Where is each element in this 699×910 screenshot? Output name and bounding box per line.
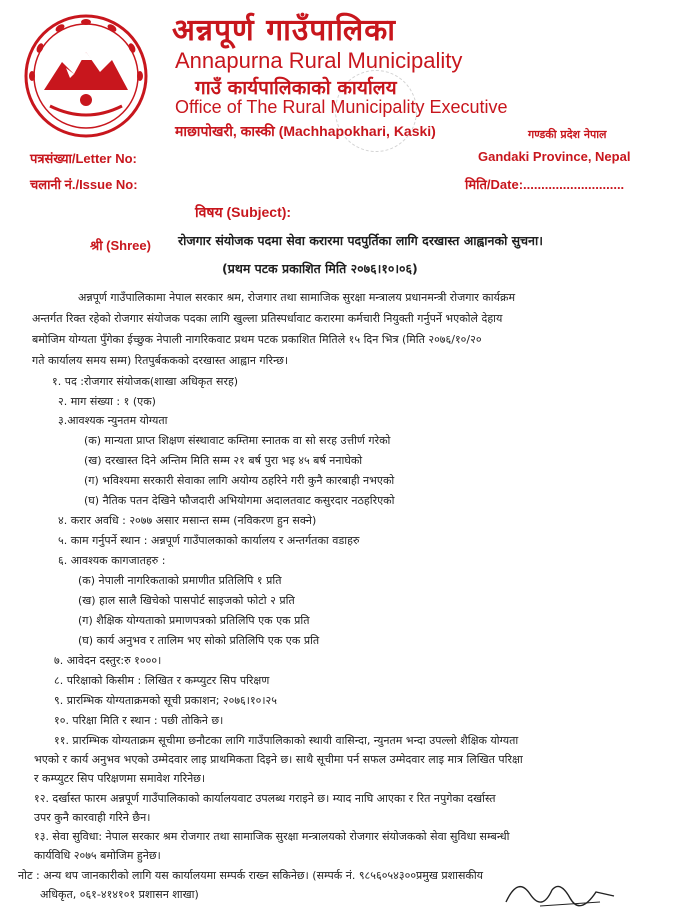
list-item: र कम्प्युटर सिप परिक्षणमा समावेश गरिनेछ। [34,772,206,785]
list-item: भएको र कार्य अनुभव भएको उम्मेदवार लाइ प्राथमिकता दिइने छ। साथै सूचीमा पर्न सफल उम्मेदवार लाइ मात्र लिखित परिक्षा [34,753,523,766]
list-item: (ग) भविश्यमा सरकारी सेवाका लागि अयोग्य ठहरिने गरी कुनै कारबाही नभएको [84,474,395,487]
list-item: ३.आवश्यक न्युनतम योग्यता [58,414,168,427]
municipality-emblem-icon [22,12,150,140]
note-line: नोट : अन्य थप जानकारीको लागि यस कार्यालयमा सम्पर्क राख्न सकिनेछ। (सम्पर्क नं. ९८५६०५४३००प्रमुख प्रशासकीय [18,869,484,882]
list-item: ८. परिक्षाको किसीम : लिखित र कम्प्युटर सिप परिक्षण [54,674,270,687]
intro-line: बमोजिम योग्यता पुँगेका ईच्छुक नेपाली नागरिकवाट प्रथम पटक प्रकाशित मितिले १५ दिन भित्र (मिति २०७६/१०/२० [32,333,482,346]
province-nepali: गण्डकी प्रदेश नेपाल [528,128,607,141]
office-english: Office of The Rural Municipality Executive [175,97,508,117]
list-item: (घ) नैतिक पतन देखिने फौजदारी अभियोगमा अदालतवाट कसुरदार नठहरिएको [84,494,395,507]
list-item: ९. प्रारम्भिक योग्यताक्रमको सूची प्रकाशन; २०७६।१०।२५ [54,694,277,707]
title-nepali: अन्नपूर्ण गाउँपालिका [172,13,397,48]
list-item: उपर कुनै कारवाही गरिने छैन। [34,811,151,824]
list-item: १०. परिक्षा मिति र स्थान : पछी तोकिने छ। [54,714,224,727]
list-item: ५. काम गर्नुपर्ने स्थान : अन्नपूर्ण गाउँपालकाको कार्यालय र अन्तर्गतका वडाहरु [58,534,360,547]
signature [500,872,620,910]
title-english: Annapurna Rural Municipality [175,48,463,73]
shree-label: श्री (Shree) [90,238,151,253]
list-item: १३. सेवा सुविधा: नेपाल सरकार श्रम रोजगार तथा सामाजिक सुरक्षा मन्त्रालयको रोजगार संयोजकको सेवा सुविधा सम्बन्धी [34,830,510,843]
list-item: कार्यविधि २०७५ बमोजिम हुनेछ। [34,849,161,862]
office-nepali: गाउँ कार्यपालिकाको कार्यालय [195,77,397,99]
intro-line: अन्नपूर्ण गाउँपालिकामा नेपाल सरकार श्रम, रोजगार तथा सामाजिक सुरक्षा मन्त्रालय प्रधानमन्त्री रोजगार कार्यक्रम [78,291,516,304]
list-item: (ग) शैक्षिक योग्यताको प्रमाणपत्रको प्रतिलिपि एक एक प्रति [78,614,310,627]
subject-title: रोजगार संयोजक पदमा सेवा करारमा पदपुर्तिका लागि दरखास्त आह्वानको सुचना। [178,233,543,248]
letter-no-label: पत्रसंख्या/Letter No: [30,151,137,166]
list-item: ६. आवश्यक कागजातहरु : [58,554,166,567]
note-line: अधिकृत, ०६१-४१४१०१ प्रशासन शाखा) [40,888,199,901]
address: माछापोखरी, कास्की (Machhapokhari, Kaski) [175,123,436,139]
list-item: ७. आवेदन दस्तुर:रु १०००। [54,654,162,667]
list-item: २. माग संख्या : १ (एक) [58,395,156,408]
date-label: मिति/Date:............................ [465,177,625,192]
list-item: (क) मान्यता प्राप्त शिक्षण संस्थावाट कम्तिमा स्नातक वा सो सरह उत्तीर्ण गरेको [84,434,391,447]
subject-label: विषय (Subject): [195,204,292,220]
list-item: १. पद :रोजगार संयोजक(शाखा अधिकृत सरह) [52,375,239,388]
list-item: १२. दर्खास्त फारम अन्नपूर्ण गाउँपालिकाको कार्यालयवाट उपलब्ध गराइने छ। म्याद नाघि आएका र रित नपुगेका दर्खास्त [34,792,496,805]
list-item: (ख) दरखास्त दिने अन्तिम मिति सम्म २१ बर्ष पुरा भइ ४५ बर्ष ननाघेको [84,454,363,467]
subject-published-date: (प्रथम पटक प्रकाशित मिति २०७६।१०।०६) [222,261,418,276]
intro-line: गते कार्यालय समय सम्म) रितपुर्बककको दरखास्त आह्वान गरिन्छ। [32,354,288,367]
list-item: (ख) हाल सालै खिचेको पासपोर्ट साइजको फोटो २ प्रति [78,594,295,607]
list-item: (क) नेपाली नागरिकताको प्रमाणीत प्रतिलिपि १ प्रति [78,574,282,587]
intro-line: अन्तर्गत रिक्त रहेको रोजगार संयोजक पदका लागि खुल्ला प्रतिस्पर्धावाट करारमा कर्मचारी नियुक्ती गर्नुपर्ने भएकोले देहाय [32,312,503,325]
province-english: Gandaki Province, Nepal [478,149,631,164]
issue-no-label: चलानी नं./Issue No: [30,177,138,192]
list-item: (घ) कार्य अनुभव र तालिम भए सोको प्रतिलिपि एक एक प्रति [78,634,320,647]
list-item: ११. प्रारम्भिक योग्यताक्रम सूचीमा छनौटका लागि गाउँपालिकाको स्थायी वासिन्दा, न्युनतम भन्दा उपल्लो शैक्षिक योग्यता [54,734,519,747]
list-item: ४. करार अवधि : २०७७ असार मसान्त सम्म (नविकरण हुन सक्ने) [58,514,317,527]
